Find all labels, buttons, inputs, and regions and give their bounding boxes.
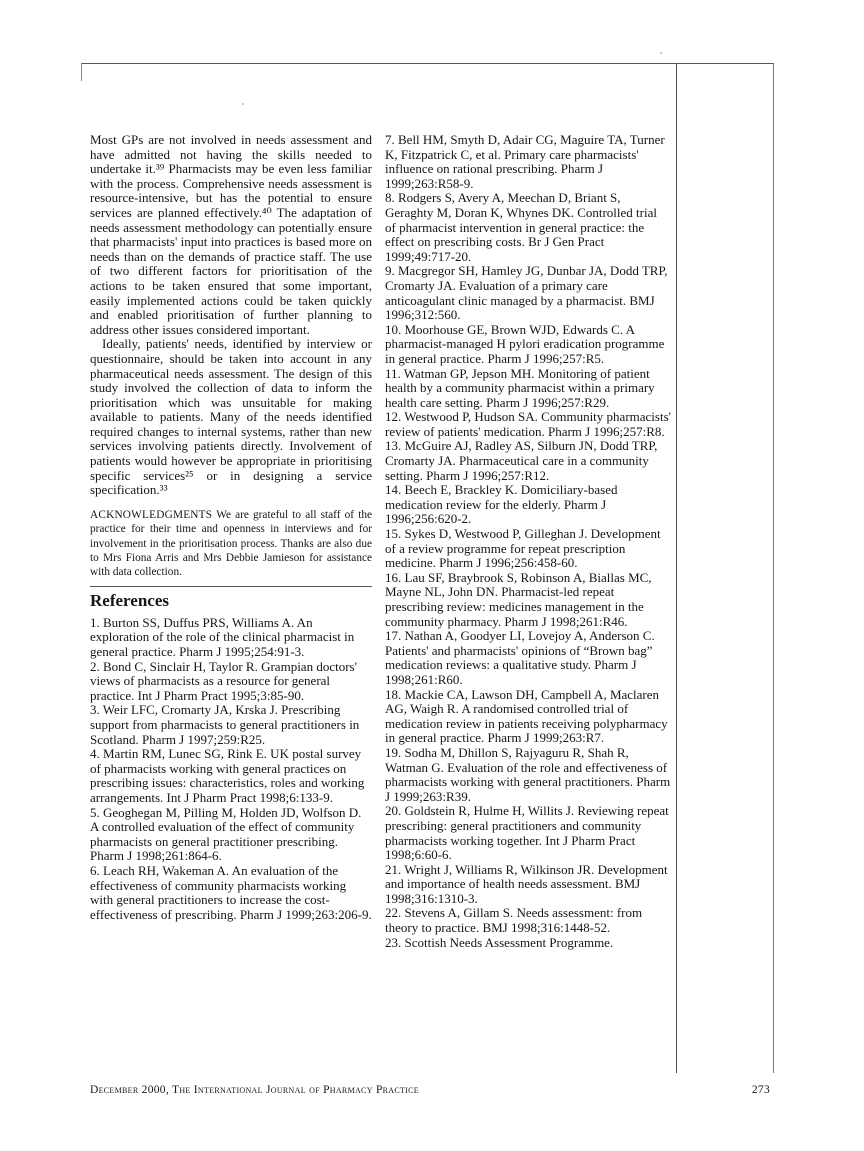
acknowledgments-text: We are grateful to all staff of the practice for their time and openness in interviews and for involvement in the prioritisation process. Thanks are also due to Mrs Fiona Arris and Mrs Debbie Jamieson for assistance with data collection. bbox=[90, 508, 372, 579]
reference-item: 9. Macgregor SH, Hamley JG, Dunbar JA, Dodd TRP, Cromarty JA. Evaluation of a primary care anticoagulant clinic managed by a pharmacist. BMJ 1996;312:560. bbox=[385, 263, 668, 323]
reference-item: 3. Weir LFC, Cromarty JA, Krska J. Prescribing support from pharmacists to general practitioners in Scotland. Pharm J 1997;259:R25. bbox=[90, 702, 360, 747]
reference-item: 23. Scottish Needs Assessment Programme. bbox=[385, 934, 614, 950]
reference-item: 17. Nathan A, Goodyer LI, Lovejoy A, Anderson C. Patients' and pharmacists' opinions of “Brown bag” medication reviews: a qualitative study. Pharm J 1998;261:R60. bbox=[385, 628, 655, 687]
reference-item: 6. Leach RH, Wakeman A. An evaluation of the effectiveness of community pharmacists working with general practitioners to increase the cost-effectiveness of prescribing. Pharm J 1999;263:206-9. bbox=[90, 862, 372, 922]
reference-item: 22. Stevens A, Gillam S. Needs assessment: from theory to practice. BMJ 1998;316:1448-52. bbox=[385, 905, 643, 936]
reference-item: 2. Bond C, Sinclair H, Taylor R. Grampian doctors' views of pharmacists as a resource for general practice. Int J Pharm Pract 1995;3:85-90. bbox=[90, 658, 357, 703]
reference-item: 10. Moorhouse GE, Brown WJD, Edwards C. A pharmacist-managed H pylori eradication programme in general practice. Pharm J 1996;257:R5. bbox=[385, 321, 665, 366]
body-paragraph: Ideally, patients' needs, identified by interview or questionnaire, should be taken into account in any pharmaceutical needs assessment. The design of this study involved the collection of data to inform the prioritisation which was unsuitable for making available to patients. Many of the needs identified required changes to internal systems, rather than new services involving patients directly. Involvement of patients would however be appropriate in prioritising specific services²⁵ or in designing a service specification.³³ bbox=[90, 336, 372, 498]
reference-item: 18. Mackie CA, Lawson DH, Campbell A, Maclaren AG, Waigh R. A randomised controlled trial of medication review in patients receiving polypharmacy in general practice. Pharm J 1999;263:R7. bbox=[385, 686, 668, 746]
left-column bbox=[90, 133, 372, 922]
reference-item: 15. Sykes D, Westwood P, Gilleghan J. Development of a review programme for repeat prescription medicine. Pharm J 1996;256:458-60. bbox=[385, 526, 661, 571]
reference-item: 7. Bell HM, Smyth D, Adair CG, Maguire TA, Turner K, Fitzpatrick C, et al. Primary care pharmacists' influence on rational prescribing. Pharm J 1999;263:R58-9. bbox=[385, 132, 665, 191]
page-frame-top-rule bbox=[81, 63, 773, 64]
body-paragraph: Most GPs are not involved in needs assessment and have admitted not having the skills needed to undertake it.³⁹ Pharmacists may be even less familiar with the process. Comprehensive needs assessment is resource-intensive, but has the potential to ensure services are planned effectively.⁴⁰ The adaptation of needs assessment methodology can potentially ensure that pharmacists' input into practices is based more on needs than on the demands of practice staff. The use of two different factors for prioritisation of the actions to be taken ensured that some important, easily implemented actions could be taken quickly and enabled prioritisation of further planning to address other issues considered important. bbox=[90, 132, 372, 337]
reference-item: 19. Sodha M, Dhillon S, Rajyaguru R, Shah R, Watman G. Evaluation of the role and effectiveness of pharmacists working with general practitioners. Pharm J 1999;263:R39. bbox=[385, 744, 671, 804]
acknowledgments bbox=[90, 508, 372, 580]
page-frame-notch bbox=[81, 63, 82, 81]
reference-item: 12. Westwood P, Hudson SA. Community pharmacists' review of patients' medication. Pharm J 1996;257:R8. bbox=[385, 409, 671, 439]
references-heading: References bbox=[90, 590, 169, 610]
page-number: 273 bbox=[751, 1084, 770, 1096]
scan-speck bbox=[242, 103, 244, 105]
page-frame-right-rule bbox=[676, 63, 677, 1073]
reference-item: 13. McGuire AJ, Radley AS, Silburn JN, Dodd TRP, Cromarty JA. Pharmaceutical care in a community setting. Pharm J 1996;257:R12. bbox=[385, 438, 658, 483]
right-column bbox=[385, 133, 671, 950]
reference-item: 20. Goldstein R, Hulme H, Willits J. Reviewing repeat prescribing: general practitioners and community pharmacists working together. Int J Pharm Pract 1998;6:60-6. bbox=[385, 803, 669, 863]
reference-item: 4. Martin RM, Lunec SG, Rink E. UK postal survey of pharmacists working with general practices on prescribing issues: characteristics, roles and working arrangements. Int J Pharm Pract 1998;6:133-9. bbox=[90, 746, 365, 805]
reference-item: 14. Beech E, Brackley K. Domiciliary-based medication review for the elderly. Pharm J 1996;256:620-2. bbox=[385, 482, 618, 527]
journal-footer: December 2000, The International Journal of Pharmacy Practice bbox=[90, 1084, 419, 1096]
references-list-left bbox=[90, 616, 372, 922]
reference-item: 8. Rodgers S, Avery A, Meechan D, Briant S, Geraghty M, Doran K, Whynes DK. Controlled trial of pharmacist intervention in general practice: the effect on prescribing costs. Br J Gen Pract 1999;49:717-20. bbox=[385, 190, 657, 264]
scan-speck bbox=[660, 52, 662, 54]
acknowledgments-heading: ACKNOWLEDGMENTS bbox=[90, 508, 213, 521]
section-divider bbox=[90, 586, 372, 587]
reference-item: 1. Burton SS, Duffus PRS, Williams A. An exploration of the role of the clinical pharmacist in general practice. Pharm J 1995;254:91-3. bbox=[90, 614, 355, 660]
reference-item: 16. Lau SF, Braybrook S, Robinson A, Biallas MC, Mayne NL, John DN. Pharmacist-led repeat prescribing review: medicines management in the community pharmacy. Pharm J 1998;261:R46. bbox=[385, 569, 652, 629]
reference-item: 5. Geoghegan M, Pilling M, Holden JD, Wolfson D. A controlled evaluation of the effect of community pharmacists on general practitioner prescribing. Pharm J 1998;261:864-6. bbox=[90, 804, 362, 864]
reference-item: 11. Watman GP, Jepson MH. Monitoring of patient health by a community pharmacist within a primary health care setting. Pharm J 1996;257:R29. bbox=[385, 365, 655, 410]
reference-item: 21. Wright J, Williams R, Wilkinson JR. Development and importance of health needs assessment. BMJ 1998;316:1310-3. bbox=[385, 861, 668, 906]
page-frame-outer-rule bbox=[773, 63, 774, 1073]
